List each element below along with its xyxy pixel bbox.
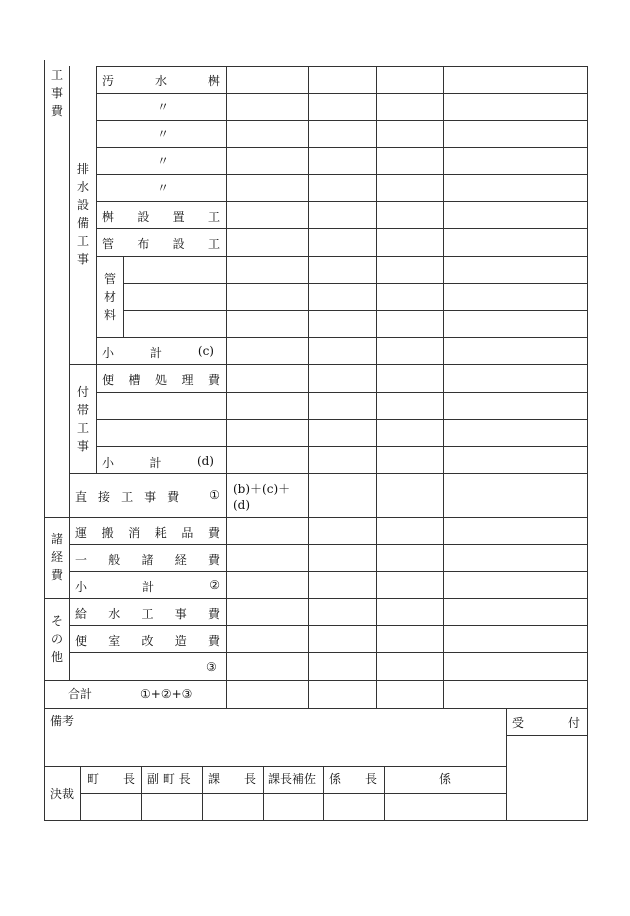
rule [226,66,227,708]
ditto-mark: 〃 [157,181,170,195]
section-label-futai: 付帯工事 [76,385,89,453]
rule [123,256,124,337]
section-label-koujihi: 工事費 [50,68,63,118]
rule [96,93,588,94]
rule [80,766,81,821]
rule [44,680,588,681]
rule [96,392,588,393]
rule [96,446,588,447]
approver-staff: 係 [439,772,452,786]
row-label-subtotal-d: 小 計 (d) [102,454,214,470]
rule [141,766,142,821]
section-label-haisui: 排水設備工事 [76,162,89,266]
rule [96,66,588,67]
remarks-label: 備考 [50,714,75,728]
row-label-kan-fusetsu: 管 布 設 工 [102,237,220,251]
approver-mayor: 町 長 [87,772,136,786]
rule [123,283,588,284]
rule [96,201,588,202]
row-label-bensou-shori: 便 槽 処 理 費 [102,373,220,387]
row-label-masu-secchi: 桝 設 置 工 [102,210,220,224]
row-label-unpan: 運 搬 消 耗 品 費 [75,526,220,540]
rule [44,598,588,599]
rule [376,66,377,708]
row-label-subtotal-c: 小 計 (c) [102,344,214,360]
row-label-ippan: 一 般 諸 経 費 [75,553,220,567]
rule [69,66,70,517]
rule [69,517,70,680]
row-label-benshitsu: 便 室 改 造 費 [75,634,220,648]
approver-subsection-chief: 係 長 [329,772,378,786]
rule [44,766,506,767]
rule [44,60,45,821]
section-label-sonota: その他 [50,614,63,664]
rule [96,419,588,420]
receipt-label: 受 付 [512,716,580,730]
rule [96,337,588,338]
ditto-mark: 〃 [157,100,170,114]
ditto-mark: 〃 [157,127,170,141]
rule [96,120,588,121]
rule [308,66,309,708]
row-label-subtotal-2: 小 計 ② [75,578,220,594]
rule [69,473,588,474]
rule [69,571,588,572]
rule [96,66,97,473]
rule [506,708,507,821]
section-label-kanzairyo: 管材料 [103,272,116,322]
row-label-circle-3: ③ [206,660,217,674]
rule [263,766,264,821]
rule [69,364,588,365]
rule [80,793,506,794]
ditto-mark: 〃 [157,154,170,168]
rule [384,766,385,821]
rule [123,310,588,311]
approver-assistant-chief: 課長補佐 [268,772,317,786]
rule [96,228,588,229]
rule [96,147,588,148]
row-label-direct-cost: 直 接 工 事 費 ① [75,488,220,504]
rule [506,735,588,736]
section-label-shokeihi: 諸経費 [50,532,63,582]
total-label: 合計 [68,687,93,701]
rule [587,66,588,821]
rule [69,625,588,626]
rule [69,544,588,545]
approver-deputy-mayor: 副 町 長 [147,772,191,786]
row-label-osuimasu: 汚 水 桝 [102,74,220,88]
decision-label: 決裁 [50,787,75,801]
rule [96,174,588,175]
rule [202,766,203,821]
total-formula: ①+②+③ [140,687,193,701]
rule [96,256,588,257]
rule [69,652,588,653]
direct-cost-formula: (b)＋(c)＋(d) [233,482,291,512]
rule [443,66,444,708]
rule [323,766,324,821]
approver-section-chief: 課 長 [208,772,257,786]
row-label-kyusui: 給 水 工 事 費 [75,607,220,621]
rule [44,517,588,518]
